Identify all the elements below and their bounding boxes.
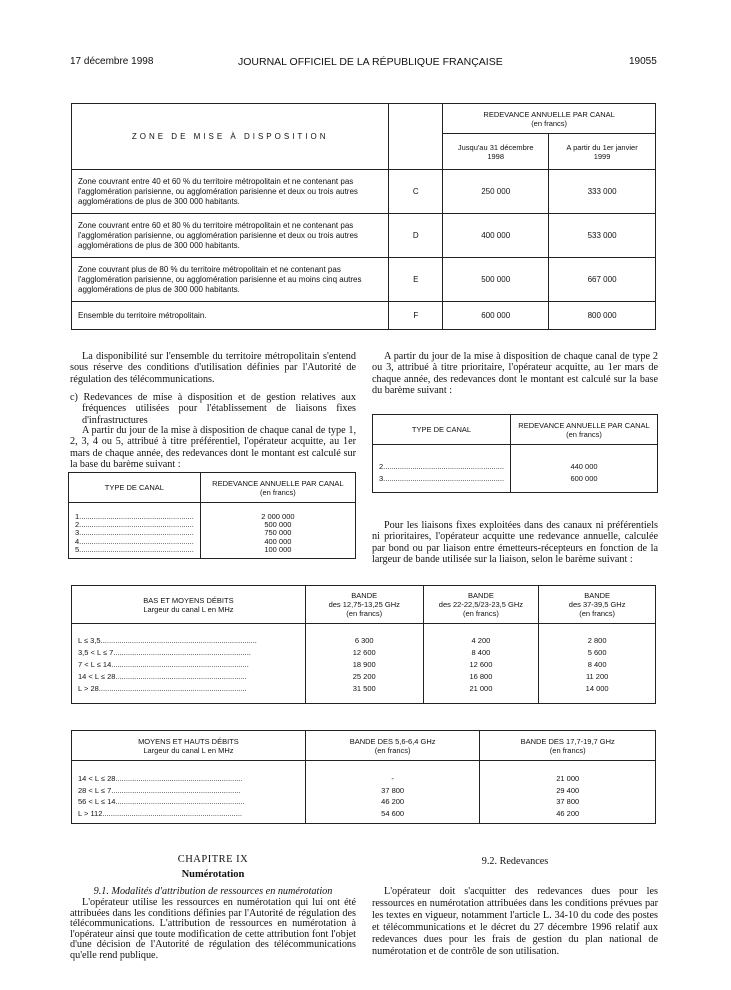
value-cell: 54 600	[381, 808, 405, 818]
value-cell: 21 000	[556, 774, 580, 783]
type-row: 2.......................................................	[75, 520, 194, 530]
width-row: L > 112...................................................................	[78, 808, 243, 818]
zone-description: Zone couvrant plus de 80 % du territoire métropolitain et ne contenant pas l'agglomération parisienne, ou agglomération parisienne et au moins cinq autres agglomérations de plus de 300 000 habitants.	[72, 258, 389, 302]
paragraph-canal-prioritaire: A partir du jour de la mise à disposition de chaque canal de type 2 ou 3, attribué à titre prioritaire, l'opérateur acquitte, au 1er mars de chaque année, des redevances dont le montant est calculé sur la base du barème suivant :	[372, 351, 658, 397]
band-header	[539, 586, 656, 624]
priority-channel-table	[372, 414, 658, 493]
value-1999: 800 000	[549, 302, 656, 330]
type-row: 5.......................................................	[75, 544, 194, 554]
chapter-title: Numérotation	[181, 869, 245, 880]
redevance-header-unit: (en francs)	[566, 429, 602, 439]
chapter-heading: CHAPITRE IX	[177, 854, 249, 865]
value-cell: 2 000 000	[261, 512, 295, 521]
band-unit: (en francs)	[549, 745, 586, 755]
band-label: BANDE	[584, 591, 611, 600]
type-row: 1.......................................................	[75, 512, 194, 521]
value-1998: 600 000	[443, 302, 549, 330]
band-range: des 37-39,5 GHz	[568, 600, 626, 609]
value-cell: 8 400	[471, 648, 491, 657]
band-label: BANDE DES 5,6-6,4 GHz	[349, 736, 436, 746]
width-row: 3,5 < L ≤ 7..................................................................	[78, 648, 251, 657]
bas-moyens-debits-table	[71, 585, 656, 704]
band-header	[423, 586, 539, 624]
value-cell: 4 200	[471, 636, 491, 645]
table-row	[72, 170, 656, 214]
paragraph-canal-preferentiel: A partir du jour de la mise à disposition de chaque canal de type 1, 2, 3, 4 ou 5, attribué à titre préférentiel, l'opérateur acquitte, au 1er mars de chaque année, des redevances dont le montant est calculé sur la base du barème suivant :	[70, 425, 356, 471]
value-cell: 14 000	[585, 684, 609, 693]
value-cell: 46 200	[381, 797, 405, 806]
header-date: 17 décembre 1998	[70, 56, 154, 67]
section-9-1-heading: 9.1. Modalités d'attribution de ressources en numérotation	[93, 886, 333, 897]
redevance-header-unit: (en francs)	[259, 487, 296, 497]
value-cell: 37 800	[556, 797, 580, 806]
paragraph-liaisons-fixes: Pour les liaisons fixes exploitées dans des canaux ni préférentiels ni prioritaires, l'opérateur acquitte une redevance annuelle, calculée par bond ou par liaison entre émetteurs-récepteurs en fonction de la largeur de bande utilisée sur la liaison, selon le barème suivant :	[372, 520, 658, 566]
value-cell: 21 000	[469, 684, 493, 693]
value-cell: 16 800	[469, 672, 493, 681]
zone-code: C	[389, 170, 443, 214]
type-canal-header: TYPE DE CANAL	[373, 415, 511, 445]
band-unit: (en francs)	[374, 745, 411, 755]
value-1999: 667 000	[549, 258, 656, 302]
code-header	[389, 104, 443, 170]
debit-header-title: BAS ET MOYENS DÉBITS	[143, 595, 234, 605]
value-cell: 100 000	[264, 544, 292, 554]
table-row	[72, 258, 656, 302]
zone-header: ZONE DE MISE À DISPOSITION	[72, 104, 389, 170]
value-cell: 12 600	[352, 648, 376, 657]
table-row	[72, 302, 656, 330]
value-cell: 11 200	[585, 672, 609, 681]
debit-header-title: MOYENS ET HAUTS DÉBITS	[138, 736, 239, 746]
value-cell: 25 200	[352, 672, 376, 681]
value-1999: 333 000	[549, 170, 656, 214]
header-page-number: 19055	[629, 56, 657, 67]
value-1999: 533 000	[549, 214, 656, 258]
band-label: BANDE	[351, 591, 378, 600]
value-cell: 8 400	[587, 660, 607, 669]
moyens-hauts-debits-table	[71, 730, 656, 824]
debit-header-subtitle: Largeur du canal L en MHz	[143, 604, 234, 614]
redevance-header	[200, 473, 355, 503]
redevance-header-title: REDEVANCE ANNUELLE PAR CANAL	[483, 109, 615, 119]
band-unit: (en francs)	[462, 609, 499, 618]
zone-description: Zone couvrant entre 60 et 80 % du territoire métropolitain et ne contenant pas l'agglomération parisienne, ou agglomération parisienne et deux ou trois autres agglomérations de plus de 300 000 habitants.	[72, 214, 389, 258]
paragraph-disponibilite: La disponibilité sur l'ensemble du territoire métropolitain s'entend sous réserve des conditions d'utilisation définies par l'Autorité de régulation des télécommunications.	[70, 351, 356, 385]
type-row: 4.......................................................	[75, 536, 194, 546]
zone-code: D	[389, 214, 443, 258]
zone-code: E	[389, 258, 443, 302]
type-row: 3.......................................................	[75, 528, 194, 538]
debit-header	[72, 731, 306, 761]
band-header	[480, 731, 656, 761]
preferential-channel-table	[68, 472, 356, 559]
value-1998: 500 000	[443, 258, 549, 302]
col-until-1998: Jusqu'au 31 décembre 1998	[443, 134, 549, 170]
value-cell: 46 200	[556, 808, 580, 818]
header-journal: JOURNAL OFFICIEL DE LA RÉPUBLIQUE FRANÇAISE	[238, 56, 503, 68]
paragraph-redevances-c: c) Redevances de mise à disposition et de gestion relatives aux fréquences utilisées pour l'établissement de liaisons fixes d'infrastructures	[70, 392, 356, 426]
type-row: 2..........................................................	[379, 462, 505, 471]
value-cell: 2 800	[587, 636, 607, 645]
value-cell: 18 900	[352, 660, 376, 669]
value-cell: 440 000	[570, 462, 598, 471]
value-cell: 31 500	[352, 684, 376, 693]
value-1998: 400 000	[443, 214, 549, 258]
band-range: des 12,75-13,25 GHz	[328, 600, 400, 609]
redevance-header	[511, 415, 658, 445]
value-cell: 6 300	[354, 636, 374, 645]
zone-redevance-table	[71, 103, 656, 330]
section-9-2-heading: 9.2. Redevances	[481, 856, 549, 867]
value-cell: 600 000	[570, 474, 598, 483]
zone-code: F	[389, 302, 443, 330]
value-cell: -	[391, 774, 394, 783]
redevance-header	[443, 104, 656, 134]
band-unit: (en francs)	[579, 609, 616, 618]
value-1998: 250 000	[443, 170, 549, 214]
width-row: 56 < L ≤ 14..............................................................	[78, 797, 245, 806]
debit-header-subtitle: Largeur du canal L en MHz	[143, 745, 234, 755]
section-9-2-text: L'opérateur doit s'acquitter des redevances dues pour les ressources en numérotation attribuées dans les conditions prévues par les textes en vigueur, notamment l'article L. 34-10 du code des postes et télécommunications et le décret du 27 décembre 1996 relatif aux redevances dues pour les frais de gestion du plan national de numérotation et de contrôle de son utilisation.	[372, 886, 658, 957]
band-label: BANDE DES 17,7-19,7 GHz	[520, 736, 615, 746]
table-row	[72, 214, 656, 258]
value-cell: 5 600	[587, 648, 607, 657]
width-row: 14 < L ≤ 28.............................................................	[78, 774, 243, 783]
value-cell: 400 000	[264, 536, 292, 546]
width-row: 14 < L ≤ 28...............................................................	[78, 672, 247, 681]
redevance-header-unit: (en francs)	[531, 118, 568, 128]
width-row: L > 28.......................................................................	[78, 684, 247, 693]
section-9-1-text: L'opérateur utilise les ressources en numérotation qui lui ont été attribuées dans les conditions définies par l'Autorité de régulation des télécommunications. L'attribution de ressources en numérotation à l'opérateur ainsi que toute modification de cette attribution font l'objet d'une décision de l'Autorité de régulation des télécommunications qu'elle rend publique.	[70, 897, 356, 961]
value-cell: 37 800	[381, 785, 405, 795]
band-header	[305, 586, 423, 624]
value-cell: 12 600	[469, 660, 493, 669]
type-row: 3..........................................................	[379, 474, 505, 483]
width-row: L ≤ 3,5...........................................................................	[78, 636, 257, 645]
redevance-header-title: REDEVANCE ANNUELLE PAR CANAL	[212, 478, 344, 488]
value-cell: 29 400	[556, 785, 580, 795]
band-unit: (en francs)	[346, 609, 383, 618]
redevance-header-title: REDEVANCE ANNUELLE PAR CANAL	[518, 420, 650, 430]
value-cell: 500 000	[264, 520, 292, 530]
zone-description: Zone couvrant entre 40 et 60 % du territoire métropolitain et ne contenant pas l'agglomération parisienne, ou agglomération parisienne et deux ou trois autres agglomérations de plus de 300 000 habitants.	[72, 170, 389, 214]
value-cell: 750 000	[264, 528, 292, 538]
width-row: 28 < L ≤ 7..............................................................	[78, 785, 241, 795]
band-header	[305, 731, 480, 761]
band-range: des 22-22,5/23-23,5 GHz	[438, 600, 524, 609]
band-label: BANDE	[467, 591, 494, 600]
width-row: 7 < L ≤ 14..................................................................	[78, 660, 249, 669]
debit-header	[72, 586, 306, 624]
type-canal-header: TYPE DE CANAL	[69, 473, 201, 503]
zone-description: Ensemble du territoire métropolitain.	[72, 302, 389, 330]
col-from-1999: A partir du 1er janvier 1999	[549, 134, 656, 170]
